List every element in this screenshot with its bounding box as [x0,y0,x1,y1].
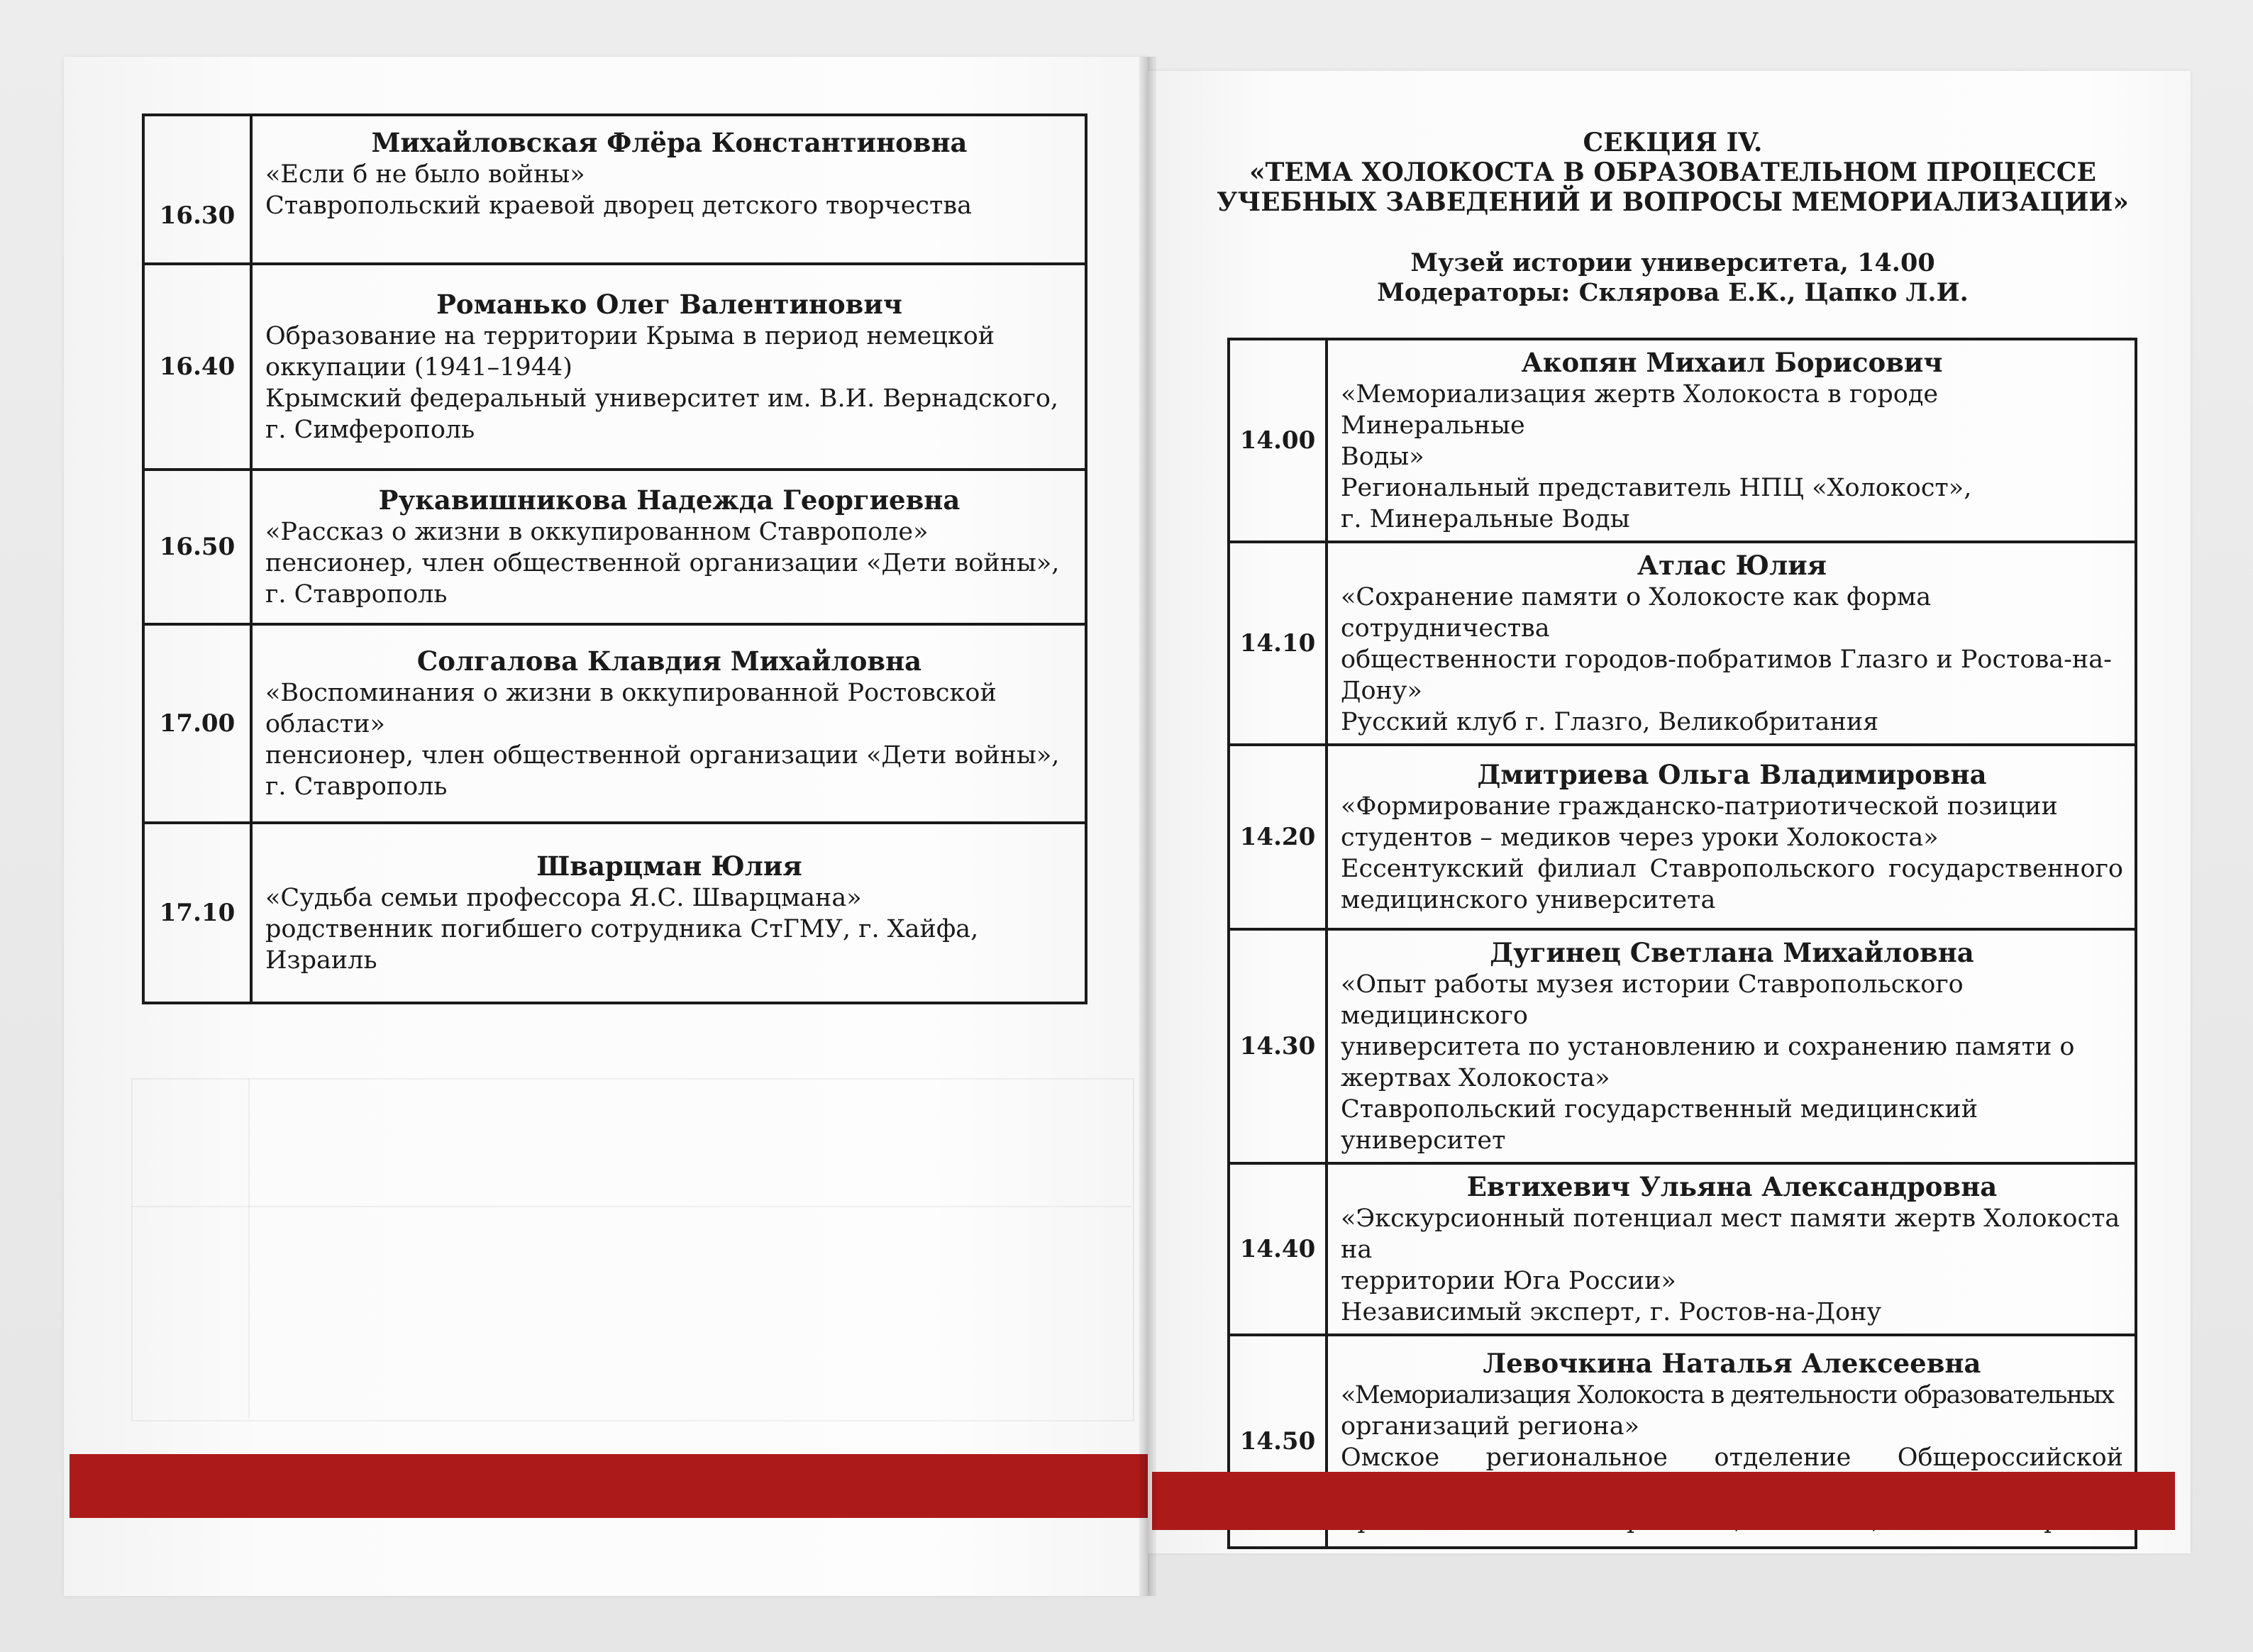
show-through-line [248,1078,250,1419]
decorative-red-band [1152,1472,2175,1530]
table-row [1229,745,2136,929]
time-cell: 16.50 [143,470,251,624]
talk-title: организаций региона» [1341,1412,1640,1441]
table-row [1229,339,2136,542]
entry-cell [1327,745,2136,929]
time-cell: 14.10 [1229,542,1327,745]
speaker-name: Дмитриева Ольга Владимировна [1477,759,1987,790]
table-row [1229,542,2136,745]
speaker-name: Романько Олег Валентинович [436,289,902,320]
venue-time: Музей истории университета, 14.00 [1410,248,1935,277]
talk-title: «Сохранение памяти о Холокосте как форма сотрудничества [1341,583,1932,643]
talk-title: области» [265,710,385,738]
moderators: Модераторы: Склярова Е.К., Цапко Л.И. [1377,278,1969,307]
decorative-red-band [70,1454,1148,1518]
time-cell: 17.10 [143,823,251,1003]
section-number: СЕКЦИЯ IV. [1583,128,1763,157]
table-row [1229,929,2136,1163]
entry-cell [251,823,1086,1003]
talk-title: «Мемориализация Холокоста в деятельности образовательных [1341,1381,2114,1409]
venue-block [1169,248,2176,308]
affiliation: Русский клуб г. Глазго, Великобритания [1341,708,1879,736]
talk-title: территории Юга России» [1341,1267,1676,1295]
table-row [143,115,1086,264]
speaker-name: Акопян Михаил Борисович [1521,347,1943,378]
show-through-box [131,1078,1134,1421]
affiliation: Независимый эксперт, г. Ростов-на-Дону [1341,1298,1882,1326]
section-title-line: УЧЕБНЫХ ЗАВЕДЕНИЙ И ВОПРОСЫ МЕМОРИАЛИЗАЦИИ» [1217,187,2129,217]
speaker-name: Левочкина Наталья Алексеевна [1483,1348,1981,1379]
entry-cell [251,115,1086,264]
right-program-table [1227,338,2137,1549]
talk-title: «Мемориализация жертв Холокоста в городе Минеральные [1341,380,1939,440]
affiliation: Ессентукский филиал Ставропольского государственного [1341,855,2123,883]
affiliation: г. Минеральные Воды [1341,505,1630,533]
talk-title: университета по установлению и сохранению памяти о [1341,1033,2075,1061]
time-cell: 14.00 [1229,339,1327,542]
time-cell: 16.40 [143,264,251,470]
time-cell: 16.30 [143,115,251,264]
talk-title: оккупации (1941–1944) [265,353,572,382]
time-cell: 14.50 [1229,1335,1327,1548]
talk-title: «Опыт работы музея истории Ставропольского медицинского [1341,970,1964,1030]
table-row [143,264,1086,470]
talk-title: «Рассказ о жизни в оккупированном Ставрополе» [265,518,929,546]
affiliation: Израиль [265,946,377,975]
affiliation: Омское региональное отделение Общероссийской [1341,1443,2123,1472]
right-page [1148,71,2191,1553]
affiliation: Ставропольский государственный медицинский университет [1341,1095,1978,1155]
talk-title: общественности городов-побратимов Глазго и Ростова-на- [1341,645,2112,674]
affiliation: пенсионер, член общественной организации «Дети войны», [265,549,1060,577]
show-through-line [131,1206,1131,1207]
affiliation: Региональный представитель НПЦ «Холокост», [1341,474,1972,502]
affiliation: г. Ставрополь [265,772,448,801]
time-cell: 14.30 [1229,929,1327,1163]
talk-title: Воды» [1341,443,1424,471]
affiliation: г. Симферополь [265,416,475,444]
booklet-fold [1139,57,1156,1596]
table-row [143,823,1086,1003]
talk-title: жертвах Холокоста» [1341,1064,1610,1092]
table-row [1229,1163,2136,1335]
entry-cell [1327,339,2136,542]
entry-cell [1327,929,2136,1163]
talk-title: студентов – медиков через уроки Холокоста» [1341,824,1939,852]
time-cell: 14.40 [1229,1163,1327,1335]
talk-title: «Формирование гражданско-патриотической позиции [1341,792,2058,821]
speaker-name: Солгалова Клавдия Михайловна [416,645,922,677]
time-cell: 14.20 [1229,745,1327,929]
affiliation: родственник погибшего сотрудника СтГМУ, г. Хайфа, [265,915,979,943]
talk-title: «Воспоминания о жизни в оккупированной Ростовской [265,679,997,707]
speaker-name: Евтихевич Ульяна Александровна [1466,1171,1998,1202]
affiliation: Ставропольский краевой дворец детского творчества [265,192,972,220]
entry-cell [251,264,1086,470]
left-program-table [142,113,1087,1004]
time-cell: 17.00 [143,624,251,823]
talk-title: Дону» [1341,677,1422,705]
talk-title: «Судьба семьи профессора Я.С. Шварцмана» [265,884,862,912]
speaker-name: Шварцман Юлия [536,850,802,882]
table-row [143,624,1086,823]
talk-title: Образование на территории Крыма в период немецкой [265,322,995,350]
section-title [1169,128,2176,217]
entry-cell [1327,1163,2136,1335]
entry-cell [251,470,1086,624]
talk-title: «Если б не было войны» [265,160,585,189]
speaker-name: Атлас Юлия [1637,550,1827,581]
affiliation: медицинского университета [1341,886,1716,914]
table-row [143,470,1086,624]
affiliation: г. Ставрополь [265,580,448,609]
section-title-line: «ТЕМА ХОЛОКОСТА В ОБРАЗОВАТЕЛЬНОМ ПРОЦЕССЕ [1249,157,2096,187]
left-page [64,57,1148,1596]
speaker-name: Михайловская Флёра Константиновна [371,127,968,158]
talk-title: «Экскурсионный потенциал мест памяти жертв Холокоста на [1341,1204,2120,1264]
entry-cell [251,624,1086,823]
speaker-name: Рукавишникова Надежда Георгиевна [378,484,961,516]
entry-cell [1327,542,2136,745]
affiliation: Крымский федеральный университет им. В.И. Вернадского, [265,384,1059,413]
affiliation: пенсионер, член общественной организации «Дети войны», [265,741,1060,770]
speaker-name: Дугинец Светлана Михайловна [1490,937,1974,968]
